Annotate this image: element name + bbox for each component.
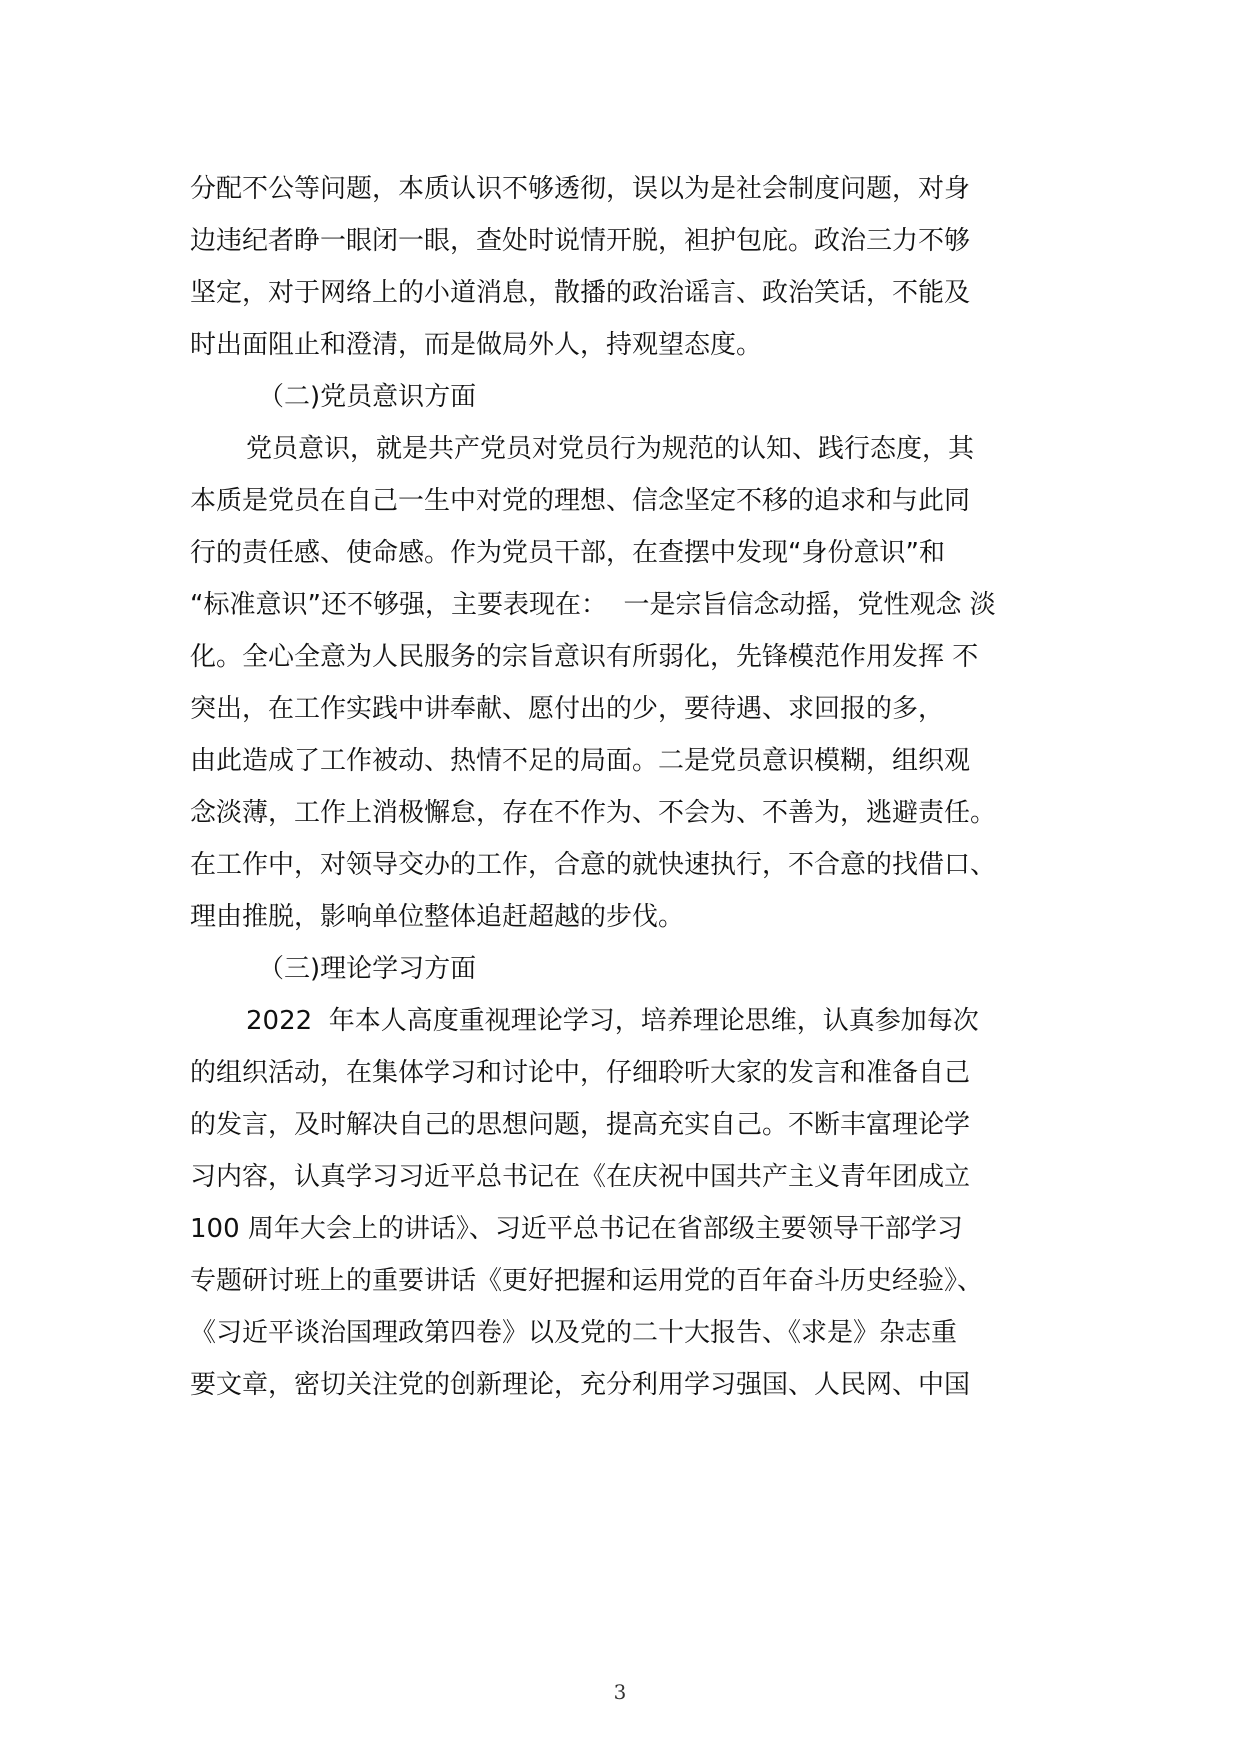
text-line: 要文章，密切关注党的创新理论，充分利用学习强国、人民网、中国 (190, 1370, 971, 1400)
text-line: 专题研讨班上的重要讲话《更好把握和运用党的百年奋斗历史经验》、 (190, 1266, 984, 1296)
text-line: 的发言，及时解决自己的思想问题，提高充实自己。不断丰富理论学 (190, 1110, 971, 1140)
text-line: 的组织活动，在集体学习和讨论中，仔细聆听大家的发言和准备自己 (190, 1058, 971, 1088)
text-line: 2022 年本人高度重视理论学习，培养理论思维，认真参加每次 (246, 1006, 979, 1036)
text-line: 理由推脱，影响单位整体追赶超越的步伐。 (190, 902, 685, 932)
text-line: 《习近平谈治国理政第四卷》以及党的二十大报告、《求是》杂志重 (190, 1318, 958, 1348)
page-number: 3 (613, 1680, 627, 1704)
text-line: 坚定，对于网络上的小道消息，散播的政治谣言、政治笑话，不能及 (190, 278, 971, 308)
text-line: 化。全心全意为人民服务的宗旨意识有所弱化，先锋模范作用发挥 不 (190, 642, 979, 672)
text-line: 时出面阻止和澄清，而是做局外人，持观望态度。 (190, 330, 763, 360)
text-line: 100 周年大会上的讲话》、习近平总书记在省部级主要领导干部学习 (190, 1214, 963, 1244)
section-heading-party-awareness: （二)党员意识方面 (258, 382, 477, 412)
text-line: 行的责任感、使命感。作为党员干部，在查摆中发现“身份意识”和 (190, 538, 945, 568)
text-line: 分配不公等问题，本质认识不够透彻，误以为是社会制度问题，对身 (190, 174, 971, 204)
text-line: 念淡薄，工作上消极懈怠，存在不作为、不会为、不善为，逃避责任。 (190, 798, 997, 828)
text-line: 在工作中，对领导交办的工作，合意的就快速执行，不合意的找借口、 (190, 850, 997, 880)
text-line: 边违纪者睁一眼闭一眼，查处时说情开脱，袒护包庇。政治三力不够 (190, 226, 971, 256)
text-line: 由此造成了工作被动、热情不足的局面。二是党员意识模糊，组织观 (190, 746, 971, 776)
text-line: “标准意识”还不够强，主要表现在： 一是宗旨信念动摇，党性观念 淡 (190, 590, 996, 620)
section-heading-theory-study: （三)理论学习方面 (258, 954, 477, 984)
document-body (190, 163, 1070, 1411)
text-line: 突出，在工作实践中讲奉献、愿付出的少，要待遇、求回报的多， (190, 694, 945, 724)
text-line: 本质是党员在自己一生中对党的理想、信念坚定不移的追求和与此同 (190, 486, 971, 516)
text-line: 党员意识，就是共产党员对党员行为规范的认知、践行态度，其 (246, 434, 975, 464)
text-line: 习内容，认真学习习近平总书记在《在庆祝中国共产主义青年团成立 (190, 1162, 971, 1192)
